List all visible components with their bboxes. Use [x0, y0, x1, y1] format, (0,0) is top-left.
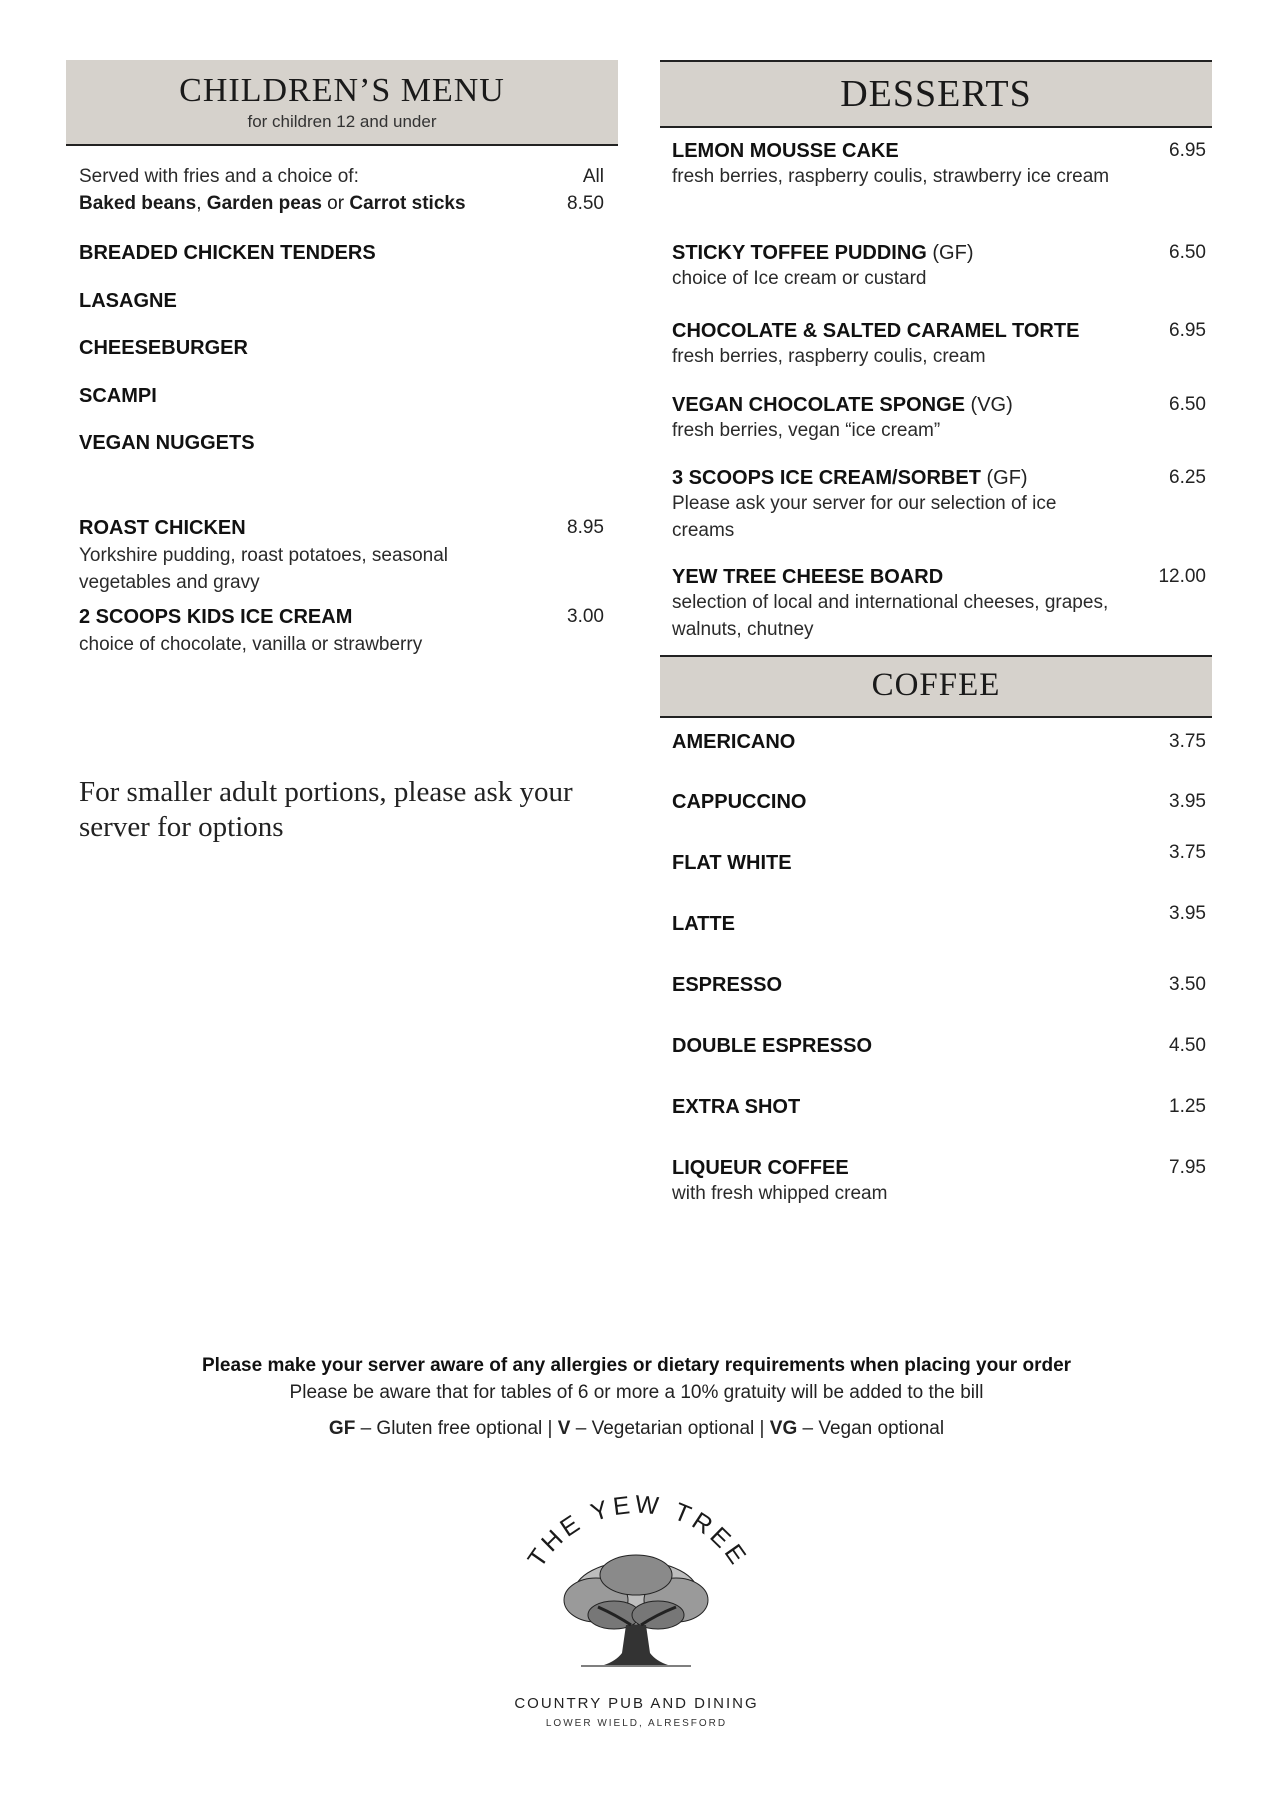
dessert-item [672, 467, 1206, 544]
coffee-name: FLAT WHITE [672, 852, 792, 874]
dessert-name: LEMON MOUSSE CAKE [672, 140, 899, 162]
dessert-desc: choice of Ice cream or custard [672, 268, 927, 289]
sides-separator: or [321, 193, 350, 214]
dessert-desc: selection of local and international cheeses, grapes, walnuts, chutney [672, 592, 1109, 640]
dessert-price: 6.95 [1169, 140, 1206, 161]
dessert-desc: fresh berries, raspberry coulis, strawberry ice cream [672, 166, 1110, 187]
key-vg: VG [769, 1418, 798, 1439]
coffee-price: 3.75 [1169, 842, 1206, 863]
kids-ice-cream-item [79, 606, 604, 658]
kids-main-item: LASAGNE [79, 290, 177, 312]
dessert-tag: (GF) [980, 467, 1028, 489]
coffee-price: 3.50 [1169, 974, 1206, 995]
roast-chicken-item [79, 517, 604, 596]
childrens-intro [79, 163, 604, 223]
coffee-desc: with fresh whipped cream [672, 1183, 888, 1204]
kids-main-item: SCAMPI [79, 385, 157, 407]
coffee-price: 3.95 [1169, 791, 1206, 812]
dessert-name: VEGAN CHOCOLATE SPONGE [672, 394, 965, 416]
dessert-price: 6.50 [1169, 242, 1206, 263]
kids-main-item: CHEESEBURGER [79, 337, 248, 359]
dessert-price: 12.00 [1158, 566, 1206, 587]
dietary-key [0, 1418, 1273, 1440]
key-v: V [557, 1418, 571, 1439]
kids-ice-cream-name: 2 SCOOPS KIDS ICE CREAM [79, 606, 353, 628]
adult-portions-note: For smaller adult portions, please ask your server for options [79, 776, 573, 843]
roast-chicken-desc: Yorkshire pudding, roast potatoes, seasonal vegetables and gravy [79, 545, 448, 593]
key-v-text: – Vegetarian optional | [570, 1418, 770, 1439]
sides-line [79, 190, 604, 217]
key-vg-text: – Vegan optional [797, 1418, 945, 1439]
kids-main-item: VEGAN NUGGETS [79, 432, 255, 454]
coffee-item [672, 842, 1206, 875]
logo-line1: COUNTRY PUB AND DINING [514, 1695, 759, 1712]
dessert-desc: fresh berries, raspberry coulis, cream [672, 346, 986, 367]
coffee-price: 7.95 [1169, 1157, 1206, 1178]
side-garden-peas: Garden peas [206, 193, 322, 214]
coffee-name: DOUBLE ESPRESSO [672, 1035, 873, 1057]
coffee-item [672, 731, 1206, 754]
coffee-name: LIQUEUR COFFEE [672, 1157, 849, 1179]
gratuity-notice: Please be aware that for tables of 6 or more a 10% gratuity will be added to the bill [289, 1382, 984, 1403]
dessert-item [672, 566, 1206, 643]
childrens-menu-header [66, 60, 618, 146]
side-carrot-sticks: Carrot sticks [349, 193, 466, 214]
dessert-desc: Please ask your server for our selection of ice creams [672, 493, 1057, 541]
desserts-header [660, 60, 1212, 128]
logo-arc-text: THE YEW TREE [522, 1490, 754, 1573]
dessert-price: 6.95 [1169, 320, 1206, 341]
kids-ice-cream-price: 3.00 [567, 606, 604, 627]
dessert-desc: fresh berries, vegan “ice cream” [672, 420, 941, 441]
coffee-item [672, 903, 1206, 936]
coffee-item [672, 974, 1206, 997]
dessert-item [672, 140, 1206, 190]
coffee-name: LATTE [672, 913, 735, 935]
intro-line: Served with fries and a choice of: [79, 166, 359, 187]
roast-chicken-price: 8.95 [567, 517, 604, 538]
coffee-price: 4.50 [1169, 1035, 1206, 1056]
coffee-name: ESPRESSO [672, 974, 783, 996]
coffee-item [672, 1157, 1206, 1207]
coffee-item [672, 791, 1206, 814]
kids-ice-cream-desc: choice of chocolate, vanilla or strawberry [79, 634, 423, 655]
coffee-title: COFFEE [871, 667, 1001, 703]
logo-line2: LOWER WIELD, ALRESFORD [545, 1718, 728, 1729]
all-label: All [582, 166, 604, 187]
dessert-name: 3 SCOOPS ICE CREAM/SORBET [672, 467, 981, 489]
dessert-name: STICKY TOFFEE PUDDING [672, 242, 927, 264]
dessert-tag: (VG) [965, 394, 1013, 416]
dessert-item [672, 320, 1206, 370]
coffee-price: 3.75 [1169, 731, 1206, 752]
dessert-item [672, 242, 1206, 292]
coffee-price: 1.25 [1169, 1096, 1206, 1117]
childrens-menu-title: CHILDREN’S MENU [179, 72, 505, 109]
side-baked-beans: Baked beans [79, 193, 197, 214]
sides-separator: , [196, 193, 207, 214]
key-gf-text: – Gluten free optional | [355, 1418, 558, 1439]
coffee-item [672, 1035, 1206, 1058]
allergy-notice: Please make your server aware of any allergies or dietary requirements when placing your order [201, 1355, 1072, 1376]
all-price: 8.50 [567, 193, 604, 214]
key-gf: GF [328, 1418, 356, 1439]
coffee-name: AMERICANO [672, 731, 796, 753]
coffee-header [660, 655, 1212, 718]
roast-chicken-name: ROAST CHICKEN [79, 517, 246, 539]
childrens-menu-subtitle: for children 12 and under [247, 112, 437, 131]
dessert-item [672, 394, 1206, 444]
dessert-price: 6.25 [1169, 467, 1206, 488]
coffee-name: CAPPUCCINO [672, 791, 807, 813]
dessert-name: CHOCOLATE & SALTED CARAMEL TORTE [672, 320, 1080, 342]
kids-main-item: BREADED CHICKEN TENDERS [79, 242, 376, 264]
coffee-name: EXTRA SHOT [672, 1096, 801, 1118]
dessert-price: 6.50 [1169, 394, 1206, 415]
coffee-price: 3.95 [1169, 903, 1206, 924]
dessert-name: YEW TREE CHEESE BOARD [672, 566, 944, 588]
desserts-title: DESSERTS [840, 73, 1032, 115]
all-price-block [567, 163, 604, 217]
coffee-item [672, 1096, 1206, 1119]
dessert-tag: (GF) [926, 242, 974, 264]
